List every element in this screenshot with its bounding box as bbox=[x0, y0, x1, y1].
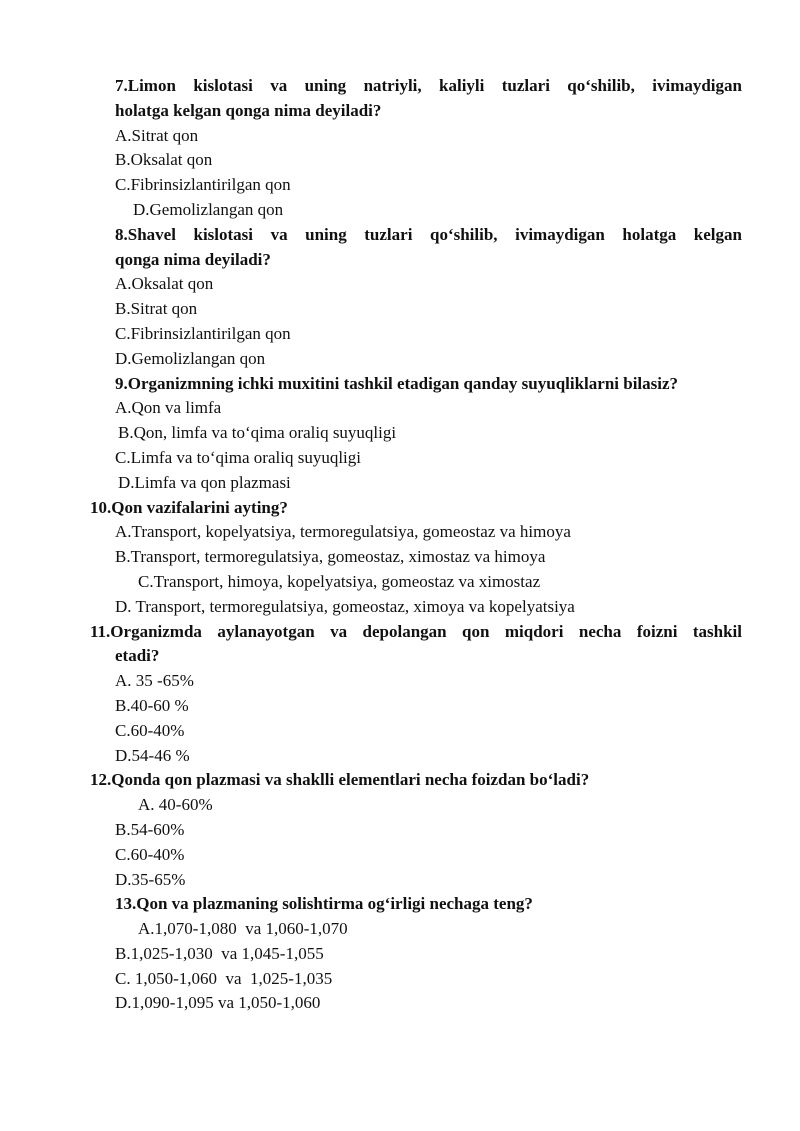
question-10-answer-b: B.Transport, termoregulatsiya, gomeostaz, ximostaz va himoya bbox=[115, 547, 546, 567]
question-13-answer-a: A.1,070-1,080 va 1,060-1,070 bbox=[138, 919, 348, 939]
question-13-answer-c: C. 1,050-1,060 va 1,025-1,035 bbox=[115, 968, 333, 988]
question-7-title-line-2: holatga kelgan qonga nima deyiladi? bbox=[115, 100, 382, 120]
question-8-answer-d: D.Gemolizlangan qon bbox=[115, 348, 266, 368]
question-9-answer-b: B.Qon, limfa va to‘qima oraliq suyuqligi bbox=[118, 423, 397, 443]
question-8-answer-b: B.Sitrat qon bbox=[115, 299, 198, 319]
question-10-title: 10.Qon vazifalarini ayting? bbox=[90, 497, 288, 517]
question-10-answer-c: C.Transport, himoya, kopelyatsiya, gomeostaz va ximostaz bbox=[138, 571, 541, 591]
question-7-title-line-1: 7.Limon kislotasi va uning natriyli, kaliyli tuzlari qo‘shilib, ivimaydigan bbox=[115, 76, 742, 95]
question-10-answer-d: D. Transport, termoregulatsiya, gomeostaz, ximoya va kopelyatsiya bbox=[115, 596, 575, 616]
question-9-title: 9.Organizmning ichki muxitini tashkil etadigan qanday suyuqliklarni bilasiz? bbox=[115, 373, 679, 393]
question-8-answer-c: C.Fibrinsizlantirilgan qon bbox=[115, 323, 291, 343]
question-11-title-line-1 bbox=[0, 620, 800, 645]
question-11-answer-d: D.54-46 % bbox=[115, 745, 190, 765]
question-12-answer-b: B.54-60% bbox=[115, 819, 185, 839]
question-9-answer-d: D.Limfa va qon plazmasi bbox=[118, 472, 291, 492]
question-11-answer-a: A. 35 -65% bbox=[115, 671, 194, 691]
question-9-answer-a: A.Qon va limfa bbox=[115, 398, 222, 418]
question-8-title-line-2: qonga nima deyiladi? bbox=[115, 249, 271, 269]
question-9-answer-c: C.Limfa va to‘qima oraliq suyuqligi bbox=[115, 447, 361, 467]
question-12-title: 12.Qonda qon plazmasi va shaklli elementlari necha foizdan bo‘ladi? bbox=[90, 770, 590, 790]
question-8-title-line-1: 8.Shavel kislotasi va uning tuzlari qo‘shilib, ivimaydigan holatga kelgan bbox=[115, 224, 742, 244]
question-12-answer-d: D.35-65% bbox=[115, 869, 186, 889]
question-11-answer-c: C.60-40% bbox=[115, 720, 185, 740]
question-7-answer-c: C.Fibrinsizlantirilgan qon bbox=[115, 175, 291, 195]
question-7-answer-a: A.Sitrat qon bbox=[115, 125, 199, 145]
question-13-answer-d: D.1,090-1,095 va 1,050-1,060 bbox=[115, 993, 321, 1013]
question-13-title: 13.Qon va plazmaning solishtirma og‘irligi nechaga teng? bbox=[115, 894, 533, 914]
question-10-answer-a: A.Transport, kopelyatsiya, termoregulatsiya, gomeostaz va himoya bbox=[115, 522, 571, 542]
document-page bbox=[0, 74, 800, 1016]
question-12-answer-a: A. 40-60% bbox=[138, 795, 213, 815]
question-12-answer-c: C.60-40% bbox=[115, 844, 185, 864]
question-13-answer-b: B.1,025-1,030 va 1,045-1,055 bbox=[115, 943, 324, 963]
question-8-answer-a: A.Oksalat qon bbox=[115, 274, 214, 294]
question-7-answer-b: B.Oksalat qon bbox=[115, 150, 213, 170]
question-11-title-line-2: etadi? bbox=[115, 646, 160, 666]
question-11-title-text: 11.Organizmda aylanayotgan va depolangan qon miqdori necha foizni tashkil bbox=[90, 621, 742, 641]
question-7-answer-d: D.Gemolizlangan qon bbox=[133, 199, 284, 219]
question-11-answer-b: B.40-60 % bbox=[115, 695, 189, 715]
